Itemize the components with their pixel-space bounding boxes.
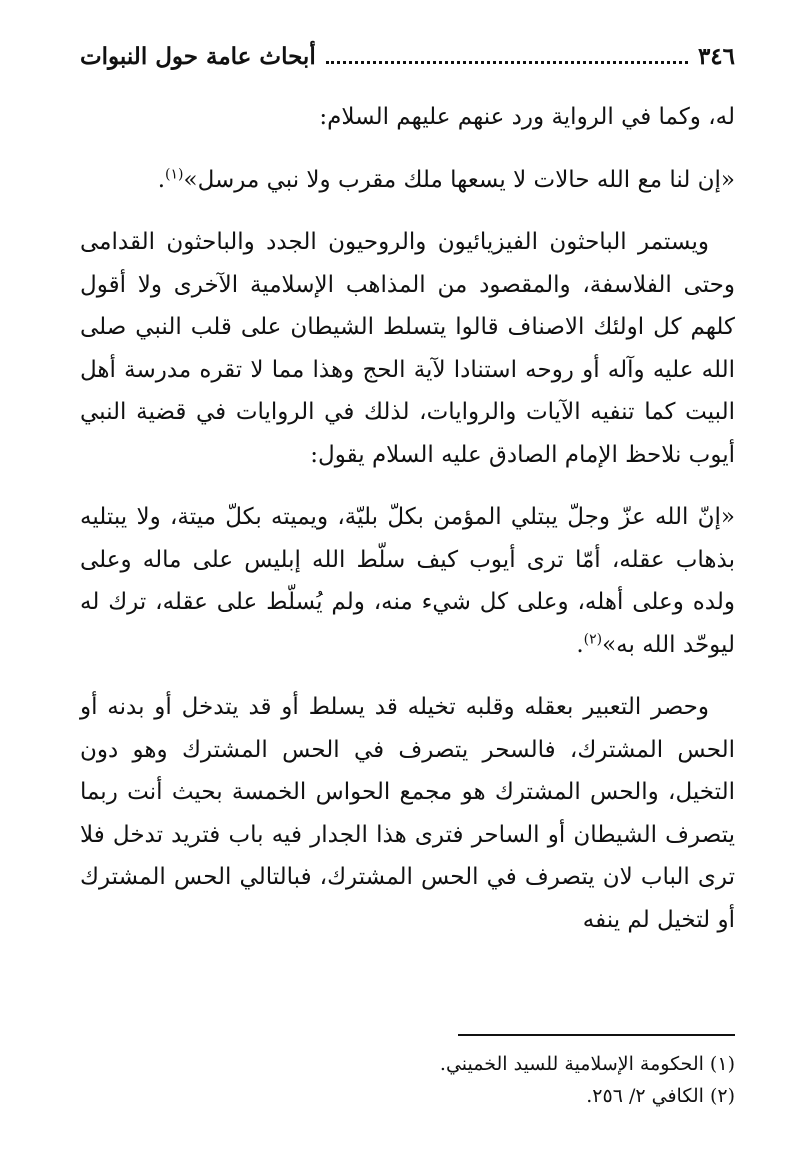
paragraph-intro: له، وكما في الرواية ورد عنهم عليهم السلام: bbox=[319, 104, 735, 130]
running-title: أبحاث عامة حول النبوات bbox=[80, 42, 316, 70]
footnote-ref-1: (١) bbox=[165, 165, 184, 182]
footnote-separator bbox=[458, 1034, 735, 1036]
footnote-1: (١) الحكومة الإسلامية للسيد الخميني. bbox=[439, 1053, 735, 1075]
footnote-2: (٢) الكافي ٢/ ٢٥٦. bbox=[586, 1085, 735, 1107]
page-number: ٣٤٦ bbox=[697, 42, 735, 70]
quote-2: «إنّ الله عزّ وجلّ يبتلي المؤمن بكلّ بليّة، ويميته بكلّ ميتة، ولا يبتليه بذهاب عقله، أمّا ترى أيوب كيف سلّط الله إبليس على ماله وعلى ولده وعلى أهله، وعلى كل شيء منه، ولم يُسلّط على عقله، ترك له ليوحّد الله به»$^{(٢)}$. bbox=[80, 504, 735, 658]
quote-1: «إن لنا مع الله حالات لا يسعها ملك مقرب ولا نبي مرسل»$^{(١)}$. bbox=[157, 165, 735, 193]
main-text bbox=[80, 96, 735, 941]
footnote-ref-2: (٢) bbox=[583, 630, 603, 647]
paragraph-researchers: ويستمر الباحثون الفيزيائيون والروحيون الجدد والباحثون القدامى وحتى الفلاسفة، والمقصود من المذاهب الإسلامية الآخرى ولا أقول كلهم كل اولئك الاصناف قالوا يتسلط الشيطان على قلب النبي صلى الله عليه وآله أو روحه استنادا لآية الحج وهذا مما لا تقره مدرسة أهل البيت كما تنفيه الآيات والروايات، لذلك في الروايات في قضية النبي أيوب نلاحظ الإمام الصادق عليه السلام يقول: bbox=[80, 229, 735, 468]
page-header bbox=[80, 36, 735, 76]
footnotes bbox=[80, 1048, 735, 1112]
header-dotted-leader bbox=[326, 61, 688, 64]
paragraph-common-sense: وحصر التعبير بعقله وقلبه تخيله قد يسلط أو قد يتدخل أو بدنه أو الحس المشترك، فالسحر يتصرف في الحس المشترك وهو دون التخيل، والحس المشترك هو مجمع الحواس الخمسة بحيث أنت ربما يتصرف الشيطان أو الساحر فترى هذا الجدار فيه باب فتريد تدخل فلا ترى الباب لان يتصرف في الحس المشترك، فبالتالي الحس المشترك أو لتخيل لم ينفه bbox=[80, 694, 735, 933]
